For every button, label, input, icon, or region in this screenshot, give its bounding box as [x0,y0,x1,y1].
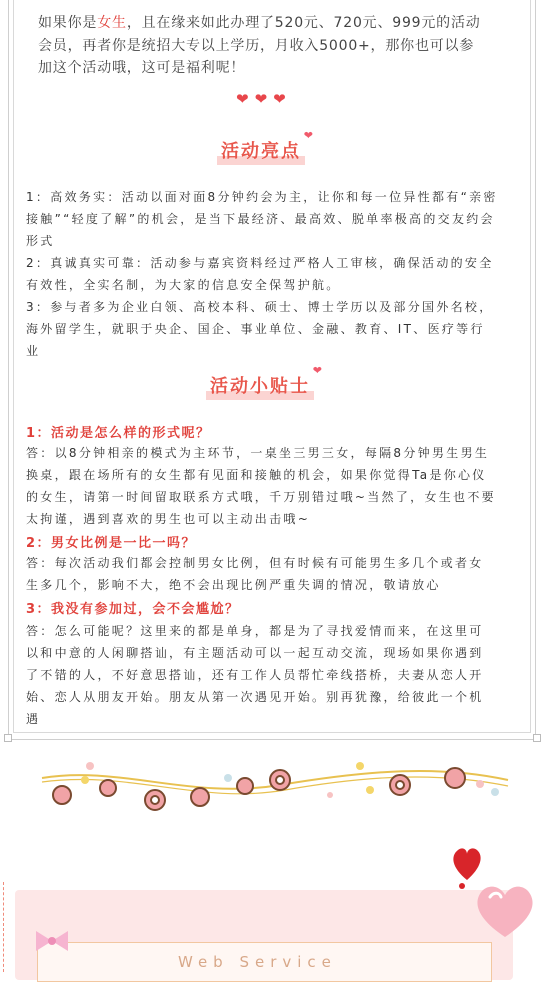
intro-highlight: 女生 [97,15,127,31]
question-3: 3：我没有参加过，会不会尴尬？ [26,602,240,617]
bow-icon [32,928,72,954]
frame-corner-right [533,734,541,742]
hearts-divider: ❤❤❤ [236,90,292,108]
dotted-divider [3,882,4,972]
question-2: 2：男女比例是一比一吗？ [26,536,197,551]
answer-3: 答：怎么可能呢？这里来的都是单身，都是为了寻找爱情而来，在这里可 以和中意的人闲聊搭讪，有主题活动可以一起互动交流，现场如果你遇到 了不错的人，不好意思搭讪，还有工作人员帮忙牵线搭桥，夫妻从恋人开 始、恋人从朋友开始。朋友从第一次遇见开始。别再犹豫，给彼此一个机 遇 [26,624,484,726]
highlights-body: 1：高效务实：活动以面对面8分钟约会为主，让你和每一位异性都有“亲密 接触”“轻度了解”的机会，是当下最经济、最高效、脱单率极高的交友约会 形式 2：真诚真实可靠：活动参与嘉宾资料经过严格人工审核，确保活动的安全 有效性，全实名制，为大家的信息安全保驾护航。 3：参与者多为企业白领、高校本科、硕士、博士学历以及部分国外名校， 海外留学生，就职于央企、国企、事业单位、金融、教育、IT、医疗等行 业 [26,190,498,358]
heart-icon: ❤ [312,364,324,377]
pink-heart-icon [470,875,540,945]
answer-2: 答：每次活动我们都会控制男女比例，但有时候有可能男生多几个或者女 生多几个，影响不大，绝不会出现比例严重失调的情况，敬请放心 [26,556,484,592]
flower-garland-decoration [40,760,510,820]
tips-title: 活动小贴士 ❤ [210,372,310,398]
answer-1: 答：以8分钟相亲的模式为主环节，一桌坐三男三女，每隔8分钟男生男生 换桌，跟在场所有的女生都有见面和接触的机会，如果你觉得Ta是你心仪 的女生，请第一时间留取联系方式哦，千万别错过哦~当然了，女生也不要 太拘谨，遇到喜欢的男生也可以主动出击哦~ [26,446,496,526]
question-1: 1：活动是怎么样的形式呢？ [26,426,211,441]
intro-text: 如果你是女生，且在缘来如此办理了520元、720元、999元的活动 会员，再者你是统招大专以上学历，月收入5000+，那你也可以参 加这个活动哦，这可是福利呢！ [38,15,481,76]
frame-corner-left [4,734,12,742]
web-service-label: Web Service [178,953,337,971]
highlights-title: 活动亮点 ❤ [221,137,301,163]
heart-icon: ❤ [303,129,315,142]
